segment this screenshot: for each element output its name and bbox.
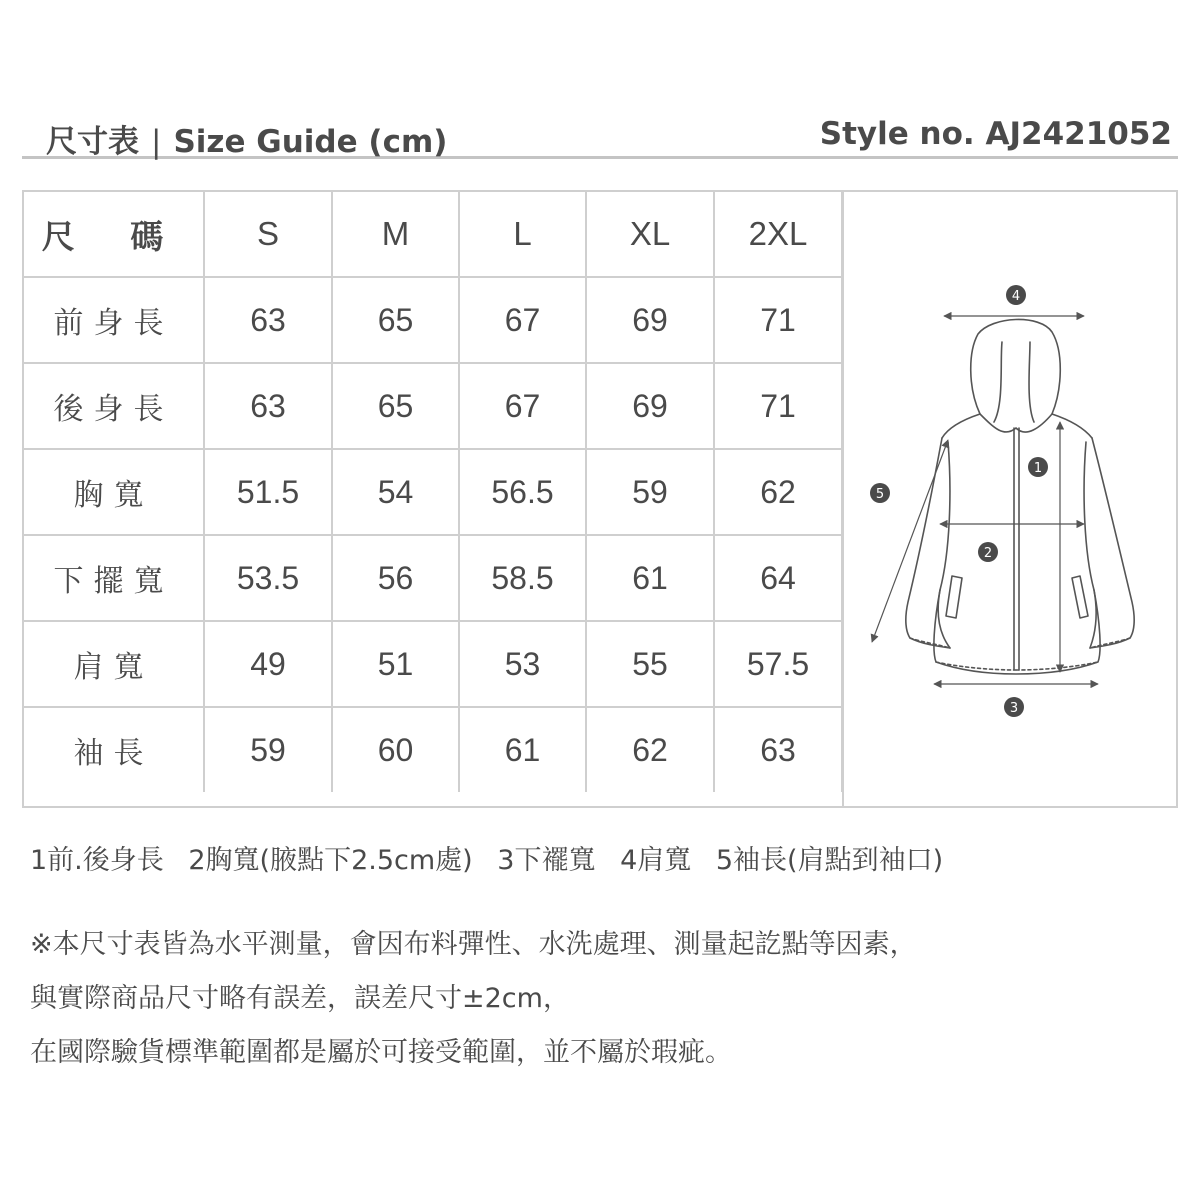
jacket-diagram bbox=[842, 192, 1180, 806]
table-cell: 65 bbox=[332, 277, 459, 363]
table-cell: 63 bbox=[204, 277, 332, 363]
title-english: Size Guide (cm) bbox=[173, 124, 448, 160]
legend-item: 5袖長(肩點到袖口) bbox=[715, 845, 944, 876]
measurement-notes bbox=[30, 918, 1160, 1080]
table-cell: 54 bbox=[332, 449, 459, 535]
table-cell: 63 bbox=[204, 363, 332, 449]
size-header-2xl: 2XL bbox=[714, 192, 842, 277]
title-separator: | bbox=[151, 124, 162, 160]
table-row bbox=[24, 449, 842, 535]
note-line: 與實際商品尺寸略有誤差，誤差尺寸±2cm， bbox=[30, 983, 570, 1014]
jacket-outline bbox=[906, 319, 1134, 674]
table-cell: 69 bbox=[586, 363, 714, 449]
corner-label: 尺 碼 bbox=[24, 192, 204, 277]
row-label: 胸寬 bbox=[24, 449, 204, 535]
table-cell: 57.5 bbox=[714, 621, 842, 707]
table-cell: 49 bbox=[204, 621, 332, 707]
table-cell: 62 bbox=[714, 449, 842, 535]
note-line: ※本尺寸表皆為水平測量，會因布料彈性、水洗處理、測量起訖點等因素， bbox=[30, 929, 917, 960]
svg-text:5: 5 bbox=[875, 487, 885, 502]
marker-2 bbox=[978, 542, 998, 562]
size-header-row bbox=[24, 192, 842, 277]
table-cell: 63 bbox=[714, 707, 842, 792]
legend-item: 4肩寬 bbox=[620, 845, 692, 876]
row-label: 前身長 bbox=[24, 277, 204, 363]
row-label: 下擺寬 bbox=[24, 535, 204, 621]
table-row bbox=[24, 277, 842, 363]
table-cell: 55 bbox=[586, 621, 714, 707]
table-cell: 58.5 bbox=[459, 535, 586, 621]
marker-4 bbox=[1006, 285, 1026, 305]
table-cell: 64 bbox=[714, 535, 842, 621]
table-cell: 59 bbox=[204, 707, 332, 792]
legend-item: 3下襬寬 bbox=[497, 845, 596, 876]
page-title bbox=[46, 116, 447, 161]
table-cell: 53 bbox=[459, 621, 586, 707]
row-label: 袖長 bbox=[24, 707, 204, 792]
table-row bbox=[24, 707, 842, 792]
jacket-illustration bbox=[844, 192, 1180, 806]
marker-3 bbox=[1004, 697, 1024, 717]
marker-1 bbox=[1028, 457, 1048, 477]
size-header-l: L bbox=[459, 192, 586, 277]
table-cell: 69 bbox=[586, 277, 714, 363]
size-chart-panel bbox=[22, 190, 1178, 808]
page-header bbox=[22, 108, 1178, 159]
table-cell: 51.5 bbox=[204, 449, 332, 535]
table-cell: 60 bbox=[332, 707, 459, 792]
size-header-m: M bbox=[332, 192, 459, 277]
table-cell: 71 bbox=[714, 363, 842, 449]
size-header-s: S bbox=[204, 192, 332, 277]
table-cell: 59 bbox=[586, 449, 714, 535]
table-cell: 67 bbox=[459, 277, 586, 363]
style-number: Style no. AJ2421052 bbox=[819, 116, 1172, 152]
table-cell: 53.5 bbox=[204, 535, 332, 621]
note-line: 在國際驗貨標準範圍都是屬於可接受範圍，並不屬於瑕疵。 bbox=[30, 1037, 732, 1068]
svg-text:3: 3 bbox=[1009, 701, 1019, 716]
table-cell: 56 bbox=[332, 535, 459, 621]
measurement-legend bbox=[30, 838, 959, 877]
legend-item: 2胸寬(腋點下2.5cm處) bbox=[188, 845, 473, 876]
table-cell: 61 bbox=[586, 535, 714, 621]
table-cell: 65 bbox=[332, 363, 459, 449]
row-label: 後身長 bbox=[24, 363, 204, 449]
svg-text:1: 1 bbox=[1033, 461, 1043, 476]
table-cell: 51 bbox=[332, 621, 459, 707]
table-cell: 61 bbox=[459, 707, 586, 792]
table-cell: 71 bbox=[714, 277, 842, 363]
table-row bbox=[24, 621, 842, 707]
size-header-xl: XL bbox=[586, 192, 714, 277]
legend-item: 1前.後身長 bbox=[30, 845, 164, 876]
table-row bbox=[24, 363, 842, 449]
marker-5 bbox=[870, 483, 890, 503]
svg-text:4: 4 bbox=[1011, 289, 1021, 304]
title-chinese: 尺寸表 bbox=[46, 124, 139, 160]
table-cell: 67 bbox=[459, 363, 586, 449]
table-cell: 56.5 bbox=[459, 449, 586, 535]
svg-text:2: 2 bbox=[983, 546, 993, 561]
table-cell: 62 bbox=[586, 707, 714, 792]
table-row bbox=[24, 535, 842, 621]
size-table bbox=[24, 192, 843, 792]
row-label: 肩寬 bbox=[24, 621, 204, 707]
